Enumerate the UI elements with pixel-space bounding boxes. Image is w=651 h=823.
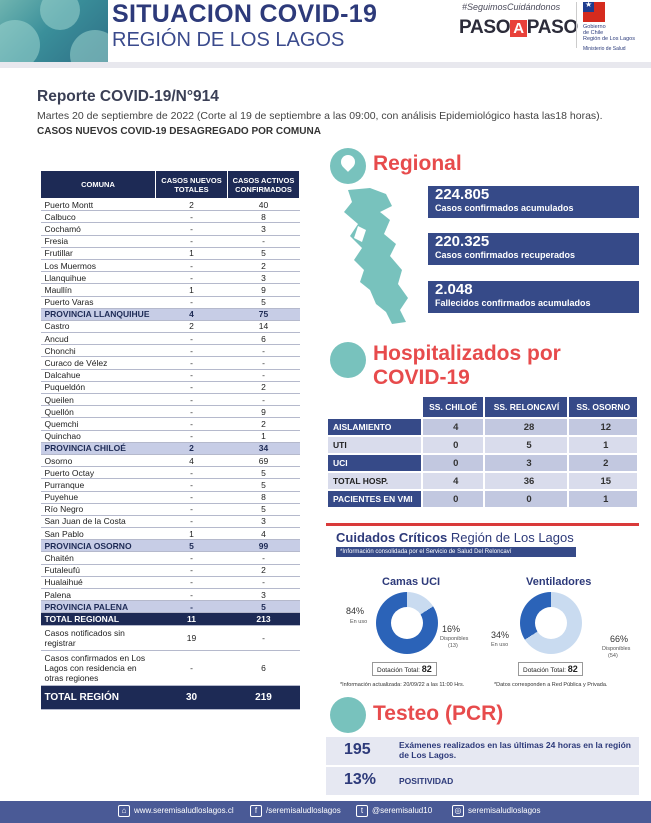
web-icon: ⌂ <box>118 805 130 817</box>
casos-nuevos: - <box>156 576 228 588</box>
comuna-name: Quellón <box>41 406 156 418</box>
comuna-row <box>41 442 300 454</box>
paso-a-paso-logo: PASO A PASO <box>459 17 579 38</box>
casos-nuevos: - <box>156 272 228 284</box>
casos-activos: 4 <box>228 528 300 540</box>
comuna-name: San Pablo <box>41 528 156 540</box>
uci-free-pct: 16% <box>442 624 461 634</box>
col-chiloe: SS. CHILOÉ <box>422 396 484 418</box>
casos-activos: 6 <box>228 650 300 685</box>
exams-label: Exámenes realizados en las últimas 24 horas en la región de Los Lagos. <box>399 740 631 760</box>
hospital-bed-icon <box>330 342 366 378</box>
col-comuna: COMUNA <box>41 171 156 199</box>
comuna-name: Hualaihué <box>41 576 156 588</box>
comuna-name: Chaitén <box>41 552 156 564</box>
comuna-row <box>41 199 300 211</box>
comuna-name: San Juan de la Costa <box>41 515 156 527</box>
hosp-row-label: AISLAMIENTO <box>327 418 422 436</box>
comuna-row <box>41 272 300 284</box>
casos-activos: 75 <box>228 308 300 320</box>
col-reloncavi: SS. RELONCAVÍ <box>484 396 568 418</box>
casos-activos: 3 <box>228 223 300 235</box>
comuna-row <box>41 515 300 527</box>
col-osorno: SS. OSORNO <box>568 396 638 418</box>
testeo-title: Testeo (PCR) <box>373 702 504 725</box>
cc-note-left: *Información actualizada: 20/09/22 a las 11:00 Hrs. <box>340 682 465 688</box>
casos-activos: 69 <box>228 454 300 466</box>
hosp-value: 1 <box>568 436 638 454</box>
comuna-row <box>41 491 300 503</box>
cc-title: Cuidados Críticos Región de Los Lagos <box>336 530 574 545</box>
footer-web[interactable]: www.seremisaludloslagos.cl <box>134 806 234 815</box>
comuna-row <box>41 685 300 709</box>
casos-nuevos: 1 <box>156 247 228 259</box>
comuna-row <box>41 345 300 357</box>
comuna-name: Casos confirmados en Los Lagos con residencia en otras regiones <box>41 650 156 685</box>
comuna-row <box>41 650 300 685</box>
hosp-row-label: PACIENTES EN VMI <box>327 490 422 508</box>
hosp-row-label: UCI <box>327 454 422 472</box>
casos-nuevos: - <box>156 406 228 418</box>
casos-activos: - <box>228 625 300 650</box>
hosp-table <box>326 395 639 509</box>
casos-nuevos: - <box>156 650 228 685</box>
comuna-name: Frutillar <box>41 247 156 259</box>
casos-nuevos: - <box>156 601 228 613</box>
comuna-row <box>41 235 300 247</box>
vent-used-pct: 34% <box>491 630 510 640</box>
casos-nuevos: - <box>156 369 228 381</box>
comuna-row <box>41 333 300 345</box>
comuna-row <box>41 589 300 601</box>
hosp-value: 0 <box>484 490 568 508</box>
comuna-name: TOTAL REGIONAL <box>41 613 156 625</box>
casos-activos: - <box>228 357 300 369</box>
footer-instagram[interactable]: seremisaludloslagos <box>468 806 541 815</box>
casos-activos: 219 <box>228 685 300 709</box>
comuna-name: PROVINCIA PALENA <box>41 601 156 613</box>
header-subtitle: REGIÓN DE LOS LAGOS <box>112 29 345 51</box>
hosp-value: 36 <box>484 472 568 490</box>
comuna-name: Chonchi <box>41 345 156 357</box>
casos-activos: 5 <box>228 467 300 479</box>
casos-nuevos: 19 <box>156 625 228 650</box>
hosp-row-label: TOTAL HOSP. <box>327 472 422 490</box>
comuna-name: Los Muermos <box>41 259 156 271</box>
casos-activos: 1 <box>228 430 300 442</box>
casos-nuevos: - <box>156 503 228 515</box>
casos-activos: 9 <box>228 284 300 296</box>
casos-nuevos: - <box>156 467 228 479</box>
hosp-row <box>327 454 638 472</box>
comuna-name: Casos notificados sin registrar <box>41 625 156 650</box>
comuna-name: PROVINCIA OSORNO <box>41 540 156 552</box>
uci-label: Camas UCI <box>382 576 441 588</box>
regional-title: Regional <box>373 152 462 175</box>
hosp-value: 2 <box>568 454 638 472</box>
comuna-row <box>41 528 300 540</box>
casos-nuevos: 2 <box>156 442 228 454</box>
casos-activos: 14 <box>228 320 300 332</box>
hosp-value: 0 <box>422 454 484 472</box>
casos-nuevos: 4 <box>156 308 228 320</box>
hosp-value: 4 <box>422 418 484 436</box>
casos-activos: - <box>228 345 300 357</box>
comuna-name: Puerto Octay <box>41 467 156 479</box>
col-activos: CASOS ACTIVOS CONFIRMADOS <box>228 171 300 199</box>
comuna-name: Ancud <box>41 333 156 345</box>
gobierno-logo: ★ Gobierno de Chile Región de Los Lagos Ministerio de Salud <box>576 2 636 48</box>
casos-nuevos: - <box>156 381 228 393</box>
comuna-row <box>41 308 300 320</box>
comuna-name: Llanquihue <box>41 272 156 284</box>
comuna-row <box>41 479 300 491</box>
hosp-value: 12 <box>568 418 638 436</box>
comuna-name: Puyehue <box>41 491 156 503</box>
comuna-name: Río Negro <box>41 503 156 515</box>
casos-nuevos: - <box>156 333 228 345</box>
comuna-name: Futaleufú <box>41 564 156 576</box>
comuna-name: TOTAL REGIÓN <box>41 685 156 709</box>
casos-activos: 5 <box>228 247 300 259</box>
comuna-name: PROVINCIA LLANQUIHUE <box>41 308 156 320</box>
casos-nuevos: 30 <box>156 685 228 709</box>
uci-used-pct: 84% <box>346 606 365 616</box>
comuna-name: Castro <box>41 320 156 332</box>
header-title: SITUACION COVID-19 <box>112 0 378 28</box>
vent-donut <box>520 592 582 654</box>
comuna-row <box>41 320 300 332</box>
comuna-name: Quemchi <box>41 418 156 430</box>
hosp-value: 5 <box>484 436 568 454</box>
cuidados-criticos-panel: Cuidados Críticos Región de Los Lagos *Información consolidada por el Servicio de Salud Del Reloncaví Camas UCI 84% En uso 16% Disponibles (13) Dotación Total: 82 Ventiladores 34% En uso 66% Disponibles (54) Dotación Total: 82 *Información actualizada: 20/09/22 a las 11:00 Hrs. *Datos corresponden a Red Pública y Privada. <box>326 523 639 693</box>
casos-nuevos: - <box>156 345 228 357</box>
casos-activos: 2 <box>228 418 300 430</box>
comuna-row <box>41 369 300 381</box>
casos-nuevos: - <box>156 357 228 369</box>
casos-activos: - <box>228 576 300 588</box>
casos-nuevos: - <box>156 552 228 564</box>
casos-activos: - <box>228 394 300 406</box>
casos-nuevos: - <box>156 223 228 235</box>
cc-note-right: *Datos corresponden a Red Pública y Privada. <box>494 682 608 688</box>
casos-nuevos: 2 <box>156 320 228 332</box>
comuna-row <box>41 613 300 625</box>
report-title: Reporte COVID-19/N°914 <box>37 88 219 105</box>
hosp-value: 0 <box>422 436 484 454</box>
casos-nuevos: 5 <box>156 540 228 552</box>
pos-label: POSITIVIDAD <box>399 776 454 786</box>
stat-recuperados: 220.325 Casos confirmados recuperados <box>428 233 639 265</box>
comuna-row <box>41 625 300 650</box>
vent-total: Dotación Total: 82 <box>518 662 583 676</box>
comuna-row <box>41 503 300 515</box>
casos-nuevos: 11 <box>156 613 228 625</box>
footer-bar <box>0 801 651 823</box>
casos-nuevos: - <box>156 491 228 503</box>
uci-total: Dotación Total: 82 <box>372 662 437 676</box>
casos-nuevos: - <box>156 589 228 601</box>
comuna-name: Puerto Montt <box>41 199 156 211</box>
casos-activos: 3 <box>228 589 300 601</box>
hosp-value: 4 <box>422 472 484 490</box>
comuna-row <box>41 211 300 223</box>
casos-nuevos: 1 <box>156 284 228 296</box>
comuna-row <box>41 430 300 442</box>
hosp-title: Hospitalizados por COVID-19 <box>373 342 561 389</box>
casos-nuevos: - <box>156 235 228 247</box>
casos-nuevos: 4 <box>156 454 228 466</box>
hosp-row <box>327 418 638 436</box>
report-header <box>37 88 603 137</box>
casos-activos: 5 <box>228 479 300 491</box>
casos-activos: - <box>228 552 300 564</box>
comuna-name: Dalcahue <box>41 369 156 381</box>
comuna-name: Maullín <box>41 284 156 296</box>
casos-nuevos: - <box>156 515 228 527</box>
comuna-name: Calbuco <box>41 211 156 223</box>
comuna-row <box>41 296 300 308</box>
uci-donut <box>376 592 438 654</box>
report-date: Martes 20 de septiembre de 2022 (Corte al 19 de septiembre a las 09:00, con análisis Epidemiológico hasta las18 horas). <box>37 110 603 122</box>
comuna-row <box>41 576 300 588</box>
comuna-name: Curaco de Vélez <box>41 357 156 369</box>
vent-label: Ventiladores <box>526 576 592 588</box>
hosp-value: 28 <box>484 418 568 436</box>
casos-activos: 8 <box>228 211 300 223</box>
casos-activos: 2 <box>228 564 300 576</box>
hosp-value: 0 <box>422 490 484 508</box>
comuna-name: Purranque <box>41 479 156 491</box>
testeo-exams-row <box>326 737 639 765</box>
comuna-name: PROVINCIA CHILOÉ <box>41 442 156 454</box>
comuna-row <box>41 564 300 576</box>
hosp-row <box>327 436 638 454</box>
header-illustration <box>0 0 108 62</box>
casos-nuevos: - <box>156 479 228 491</box>
footer-twitter[interactable]: @seremisalud10 <box>372 806 433 815</box>
comuna-row <box>41 381 300 393</box>
comuna-row <box>41 284 300 296</box>
comuna-row <box>41 454 300 466</box>
hosp-row-label: UTI <box>327 436 422 454</box>
comuna-row <box>41 259 300 271</box>
comuna-row <box>41 223 300 235</box>
casos-activos: 5 <box>228 296 300 308</box>
region-map <box>340 186 410 326</box>
comuna-row <box>41 540 300 552</box>
comuna-row <box>41 247 300 259</box>
comuna-row <box>41 394 300 406</box>
comuna-name: Puqueldón <box>41 381 156 393</box>
casos-nuevos: - <box>156 430 228 442</box>
casos-nuevos: - <box>156 564 228 576</box>
hosp-value: 3 <box>484 454 568 472</box>
comuna-row <box>41 357 300 369</box>
col-nuevos: CASOS NUEVOS TOTALES <box>156 171 228 199</box>
hosp-value: 1 <box>568 490 638 508</box>
casos-nuevos: - <box>156 394 228 406</box>
casos-activos: 3 <box>228 515 300 527</box>
casos-activos: 3 <box>228 272 300 284</box>
stat-confirmados: 224.805 Casos confirmados acumulados <box>428 186 639 218</box>
exams-value: 195 <box>344 741 371 758</box>
casos-activos: 34 <box>228 442 300 454</box>
header-banner <box>0 0 651 68</box>
comuna-name: Cochamó <box>41 223 156 235</box>
casos-activos: 40 <box>228 199 300 211</box>
twitter-icon: t <box>356 805 368 817</box>
comuna-row <box>41 418 300 430</box>
location-pin-icon <box>330 148 366 184</box>
chile-flag-icon <box>583 2 605 22</box>
cc-subtitle: *Información consolidada por el Servicio de Salud Del Reloncaví <box>336 547 576 557</box>
hosp-value: 15 <box>568 472 638 490</box>
comuna-name: Puerto Varas <box>41 296 156 308</box>
casos-activos: 2 <box>228 259 300 271</box>
facebook-icon: f <box>250 805 262 817</box>
casos-nuevos: 1 <box>156 528 228 540</box>
testeo-pos-row <box>326 767 639 795</box>
comuna-name: Palena <box>41 589 156 601</box>
casos-activos: 99 <box>228 540 300 552</box>
stat-fallecidos: 2.048 Fallecidos confirmados acumulados <box>428 281 639 313</box>
hosp-row <box>327 490 638 508</box>
comuna-name: Fresia <box>41 235 156 247</box>
casos-activos: 9 <box>228 406 300 418</box>
casos-activos: 213 <box>228 613 300 625</box>
casos-activos: - <box>228 369 300 381</box>
casos-activos: 8 <box>228 491 300 503</box>
hashtag: #SeguimosCuidándonos <box>462 2 561 12</box>
comuna-name: Quinchao <box>41 430 156 442</box>
casos-nuevos: - <box>156 418 228 430</box>
comuna-name: Osorno <box>41 454 156 466</box>
pos-value: 13% <box>344 771 377 788</box>
vent-free-pct: 66% <box>610 634 629 644</box>
comuna-row <box>41 552 300 564</box>
footer-facebook[interactable]: /seremisaludloslagos <box>266 806 341 815</box>
casos-activos: 6 <box>228 333 300 345</box>
comunas-table <box>40 170 300 710</box>
casos-activos: 5 <box>228 601 300 613</box>
casos-nuevos: 2 <box>156 199 228 211</box>
comuna-name: Queilen <box>41 394 156 406</box>
comuna-row <box>41 406 300 418</box>
casos-nuevos: - <box>156 211 228 223</box>
instagram-icon: ◎ <box>452 805 464 817</box>
casos-activos: 2 <box>228 381 300 393</box>
casos-activos: - <box>228 235 300 247</box>
casos-activos: 5 <box>228 503 300 515</box>
report-subtitle: CASOS NUEVOS COVID-19 DESAGREGADO POR COMUNA <box>37 126 321 137</box>
comuna-row <box>41 467 300 479</box>
casos-nuevos: - <box>156 296 228 308</box>
test-tube-icon <box>330 697 366 733</box>
casos-nuevos: - <box>156 259 228 271</box>
hosp-row <box>327 472 638 490</box>
comuna-row <box>41 601 300 613</box>
